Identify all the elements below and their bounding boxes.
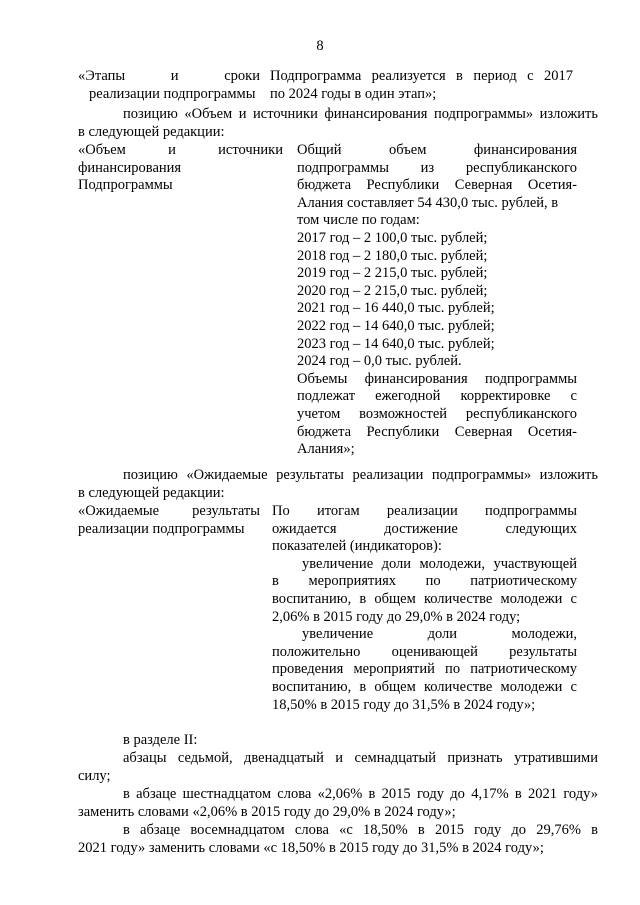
results-item-line: положительно оценивающей результаты <box>272 643 577 660</box>
paragraph-line: в абзаце восемнадцатом слова «с 18,50% в 2015 году до 29,76% в <box>123 822 598 838</box>
funding-left-line: Подпрограммы <box>78 177 173 194</box>
funding-left-cell <box>78 142 283 195</box>
paragraph-line: заменить словами «2,06% в 2015 году до 29,0% в 2024 году»; <box>78 803 456 820</box>
paragraph-line: в следующей редакции: <box>78 123 225 140</box>
results-item-line: воспитанию, в общем количестве молодежи с <box>272 678 577 695</box>
funding-text-line: подпрограммы из республиканского <box>297 159 577 176</box>
stages-right-cell <box>270 68 573 103</box>
stages-left-line: «Этапы и сроки <box>78 68 260 84</box>
funding-year-line: 2022 год – 14 640,0 тыс. рублей; <box>297 317 495 334</box>
stages-left-cell <box>78 68 260 103</box>
stages-left-line: реализации подпрограммы <box>89 85 256 102</box>
section2-paragraph-3 <box>78 822 598 857</box>
funding-note-line: подлежат ежегодной корректировке с <box>297 388 577 405</box>
results-text-line: показателей (индикаторов): <box>272 538 442 555</box>
funding-right-cell <box>297 142 577 459</box>
section2-heading: в разделе II: <box>123 732 198 748</box>
stages-right-line: по 2024 годы в один этап»; <box>270 85 437 102</box>
funding-text-line: Алания составляет 54 430,0 тыс. рублей, в <box>297 194 559 211</box>
funding-text-line: бюджета Республики Северная Осетия- <box>297 177 577 194</box>
results-left-line: реализации подпрограммы <box>78 520 245 537</box>
funding-text-line: том числе по годам: <box>297 212 420 229</box>
results-item-line: проведения мероприятий по патриотическому <box>272 661 577 678</box>
paragraph-line: в абзаце шестнадцатом слова «2,06% в 2015 году до 4,17% в 2021 году» <box>123 786 598 802</box>
funding-year-line: 2020 год – 2 215,0 тыс. рублей; <box>297 282 488 299</box>
funding-year-line: 2021 год – 16 440,0 тыс. рублей; <box>297 300 495 317</box>
results-right-cell <box>272 503 577 714</box>
funding-text-line: Общий объем финансирования <box>297 142 577 158</box>
paragraph-line: позицию «Ожидаемые результаты реализации подпрограммы» изложить <box>123 467 598 483</box>
results-item-line: увеличение доли молодежи, участвующей <box>302 555 577 572</box>
paragraph-line: позицию «Объем и источники финансирования подпрограммы» изложить <box>123 106 598 122</box>
funding-year-line: 2024 год – 0,0 тыс. рублей. <box>297 353 462 370</box>
results-left-cell <box>78 503 260 538</box>
intro-funding-paragraph <box>78 106 598 141</box>
paragraph-line: в следующей редакции: <box>78 484 225 501</box>
results-item-line: 18,50% в 2015 году до 31,5% в 2024 году»; <box>272 696 536 713</box>
funding-year-line: 2017 год – 2 100,0 тыс. рублей; <box>297 229 488 246</box>
paragraph-line: силу; <box>78 767 111 784</box>
funding-left-line: «Объем и источники <box>78 142 283 158</box>
funding-note-line: Алания»; <box>297 441 355 458</box>
page-number: 8 <box>316 38 324 54</box>
funding-year-line: 2019 год – 2 215,0 тыс. рублей; <box>297 265 488 282</box>
results-item-line: в мероприятиях по патриотическому <box>272 573 577 590</box>
funding-note-line: Объемы финансирования подпрограммы <box>297 370 577 387</box>
stages-right-line: Подпрограмма реализуется в период с 2017 <box>270 68 573 84</box>
paragraph-line: абзацы седьмой, двенадцатый и семнадцатый признать утратившими <box>123 750 598 766</box>
results-item-line: 2,06% в 2015 году до 29,0% в 2024 году; <box>272 608 521 625</box>
funding-left-line: финансирования <box>78 159 182 176</box>
section2-paragraph-2 <box>78 786 598 821</box>
results-text-line: ожидается достижение следующих <box>272 520 577 537</box>
intro-results-paragraph <box>78 467 598 502</box>
funding-year-line: 2018 год – 2 180,0 тыс. рублей; <box>297 247 488 264</box>
results-text-line: По итогам реализации подпрограммы <box>272 503 577 519</box>
funding-note-line: учетом возможностей республиканского <box>297 405 577 422</box>
results-item-line: увеличение доли молодежи, <box>302 626 577 643</box>
results-left-line: «Ожидаемые результаты <box>78 503 260 519</box>
funding-year-line: 2023 год – 14 640,0 тыс. рублей; <box>297 335 495 352</box>
funding-note-line: бюджета Республики Северная Осетия- <box>297 423 577 440</box>
paragraph-line: 2021 году» заменить словами «с 18,50% в 2015 году до 31,5% в 2024 году»; <box>78 839 544 856</box>
results-item-line: воспитанию, в общем количестве молодежи с <box>272 590 577 607</box>
section2-paragraph-1 <box>78 750 598 785</box>
